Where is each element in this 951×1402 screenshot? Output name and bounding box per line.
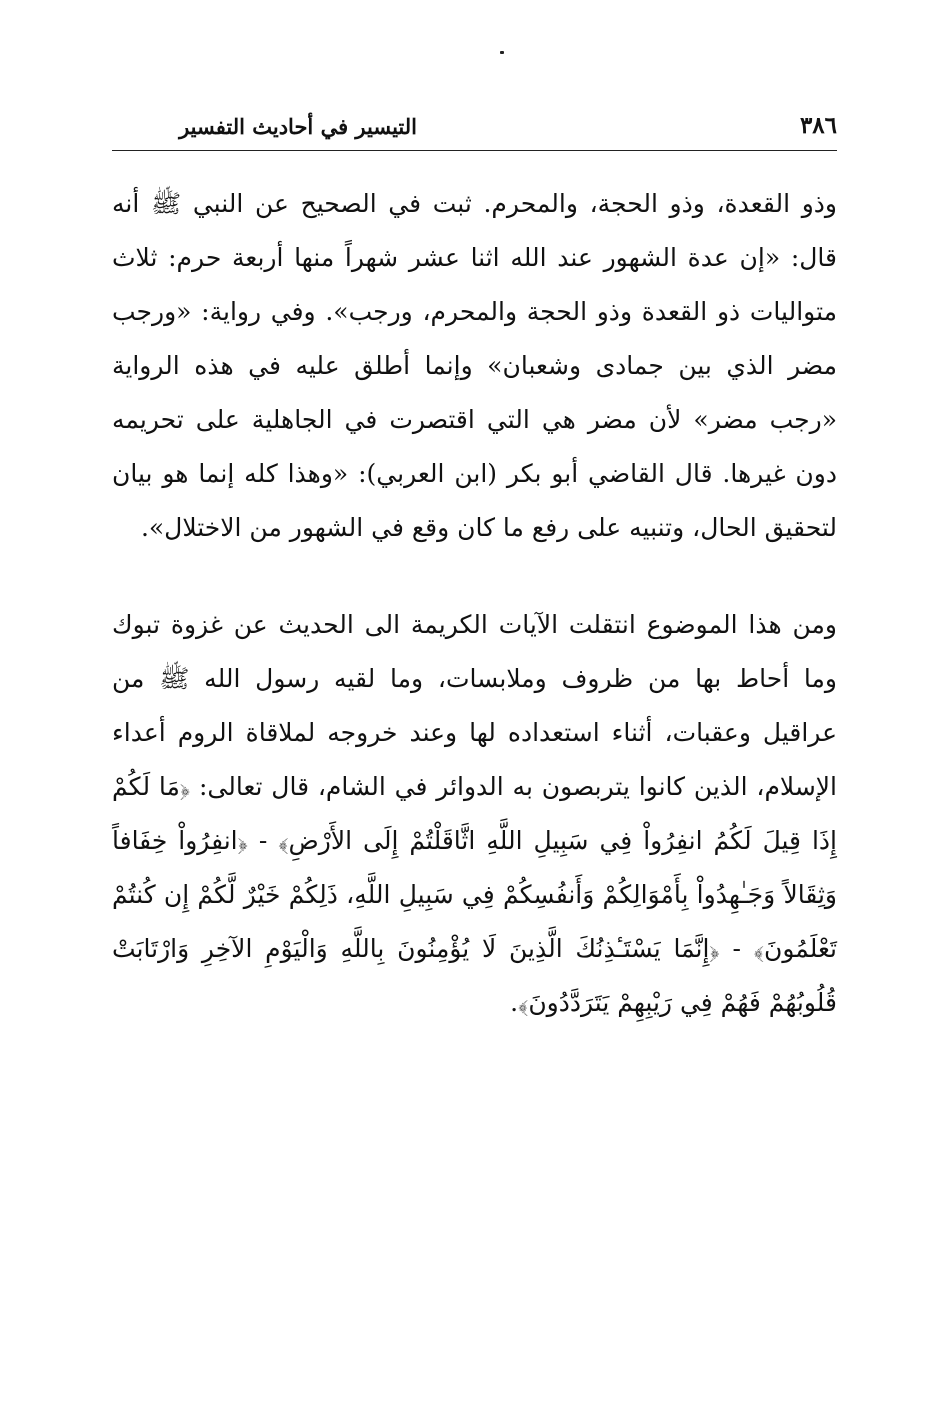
body-paragraph-2: ومن هذا الموضوع انتقلت الآيات الكريمة الى الحديث عن غزوة تبوك وما أحاط بها من ظروف وملابسات، وما لقيه رسول الله ﷺ من عراقيل وعقبات، أثناء استعداده لها وعند خروجه لملاقاة الروم أعداء الإسلام، الذين كانوا يتربصون به الدوائر في الشام، قال تعالى: ﴿مَا لَكُمْ إِذَا قِيلَ لَكُمُ انفِرُواْ فِي سَبِيلِ اللَّهِ اثَّاقَلْتُمْ إِلَى الأَرْضِ﴾ - ﴿انفِرُواْ خِفَافاً وَثِقَالاً وَجَـٰهِدُواْ بِأَمْوَالِكُمْ وَأَنفُسِكُمْ فِي سَبِيلِ اللَّهِ، ذَلِكُمْ خَيْرٌ لَّكُمْ إِن كُنتُمْ تَعْلَمُونَ﴾ - ﴿إِنَّمَا يَسْتَـٔذِنُكَ الَّذِينَ لَا يُؤْمِنُونَ بِاللَّهِ وَالْيَوْمِ الآخِرِ وَارْتَابَتْ قُلُوبُهُمْ فَهُمْ فِي رَيْبِهِمْ يَتَرَدَّدُونَ﴾. — [112, 610, 837, 1017]
header-divider — [112, 150, 837, 151]
page-number: ٣٨٦ — [799, 112, 837, 139]
page-header — [112, 110, 837, 150]
page-mark — [500, 51, 504, 54]
body-paragraph-1: وذو القعدة، وذو الحجة، والمحرم. ثبت في الصحيح عن النبي ﷺ أنه قال: «إن عدة الشهور عند الله اثنا عشر شهراً منها أربعة حرم: ثلاث متواليات ذو القعدة وذو الحجة والمحرم، ورجب». وفي رواية: «ورجب مضر الذي بين جمادى وشعبان» وإنما أطلق عليه في هذه الرواية «رجب مضر» لأن مضر هي التي اقتصرت في الجاهلية على تحريمه دون غيرها. قال القاضي أبو بكر (ابن العربي): «وهذا كله إنما هو بيان لتحقيق الحال، وتنبيه على رفع ما كان وقع في الشهور من الاختلال». — [112, 189, 837, 542]
running-title: التيسير في أحاديث التفسير — [179, 114, 417, 139]
